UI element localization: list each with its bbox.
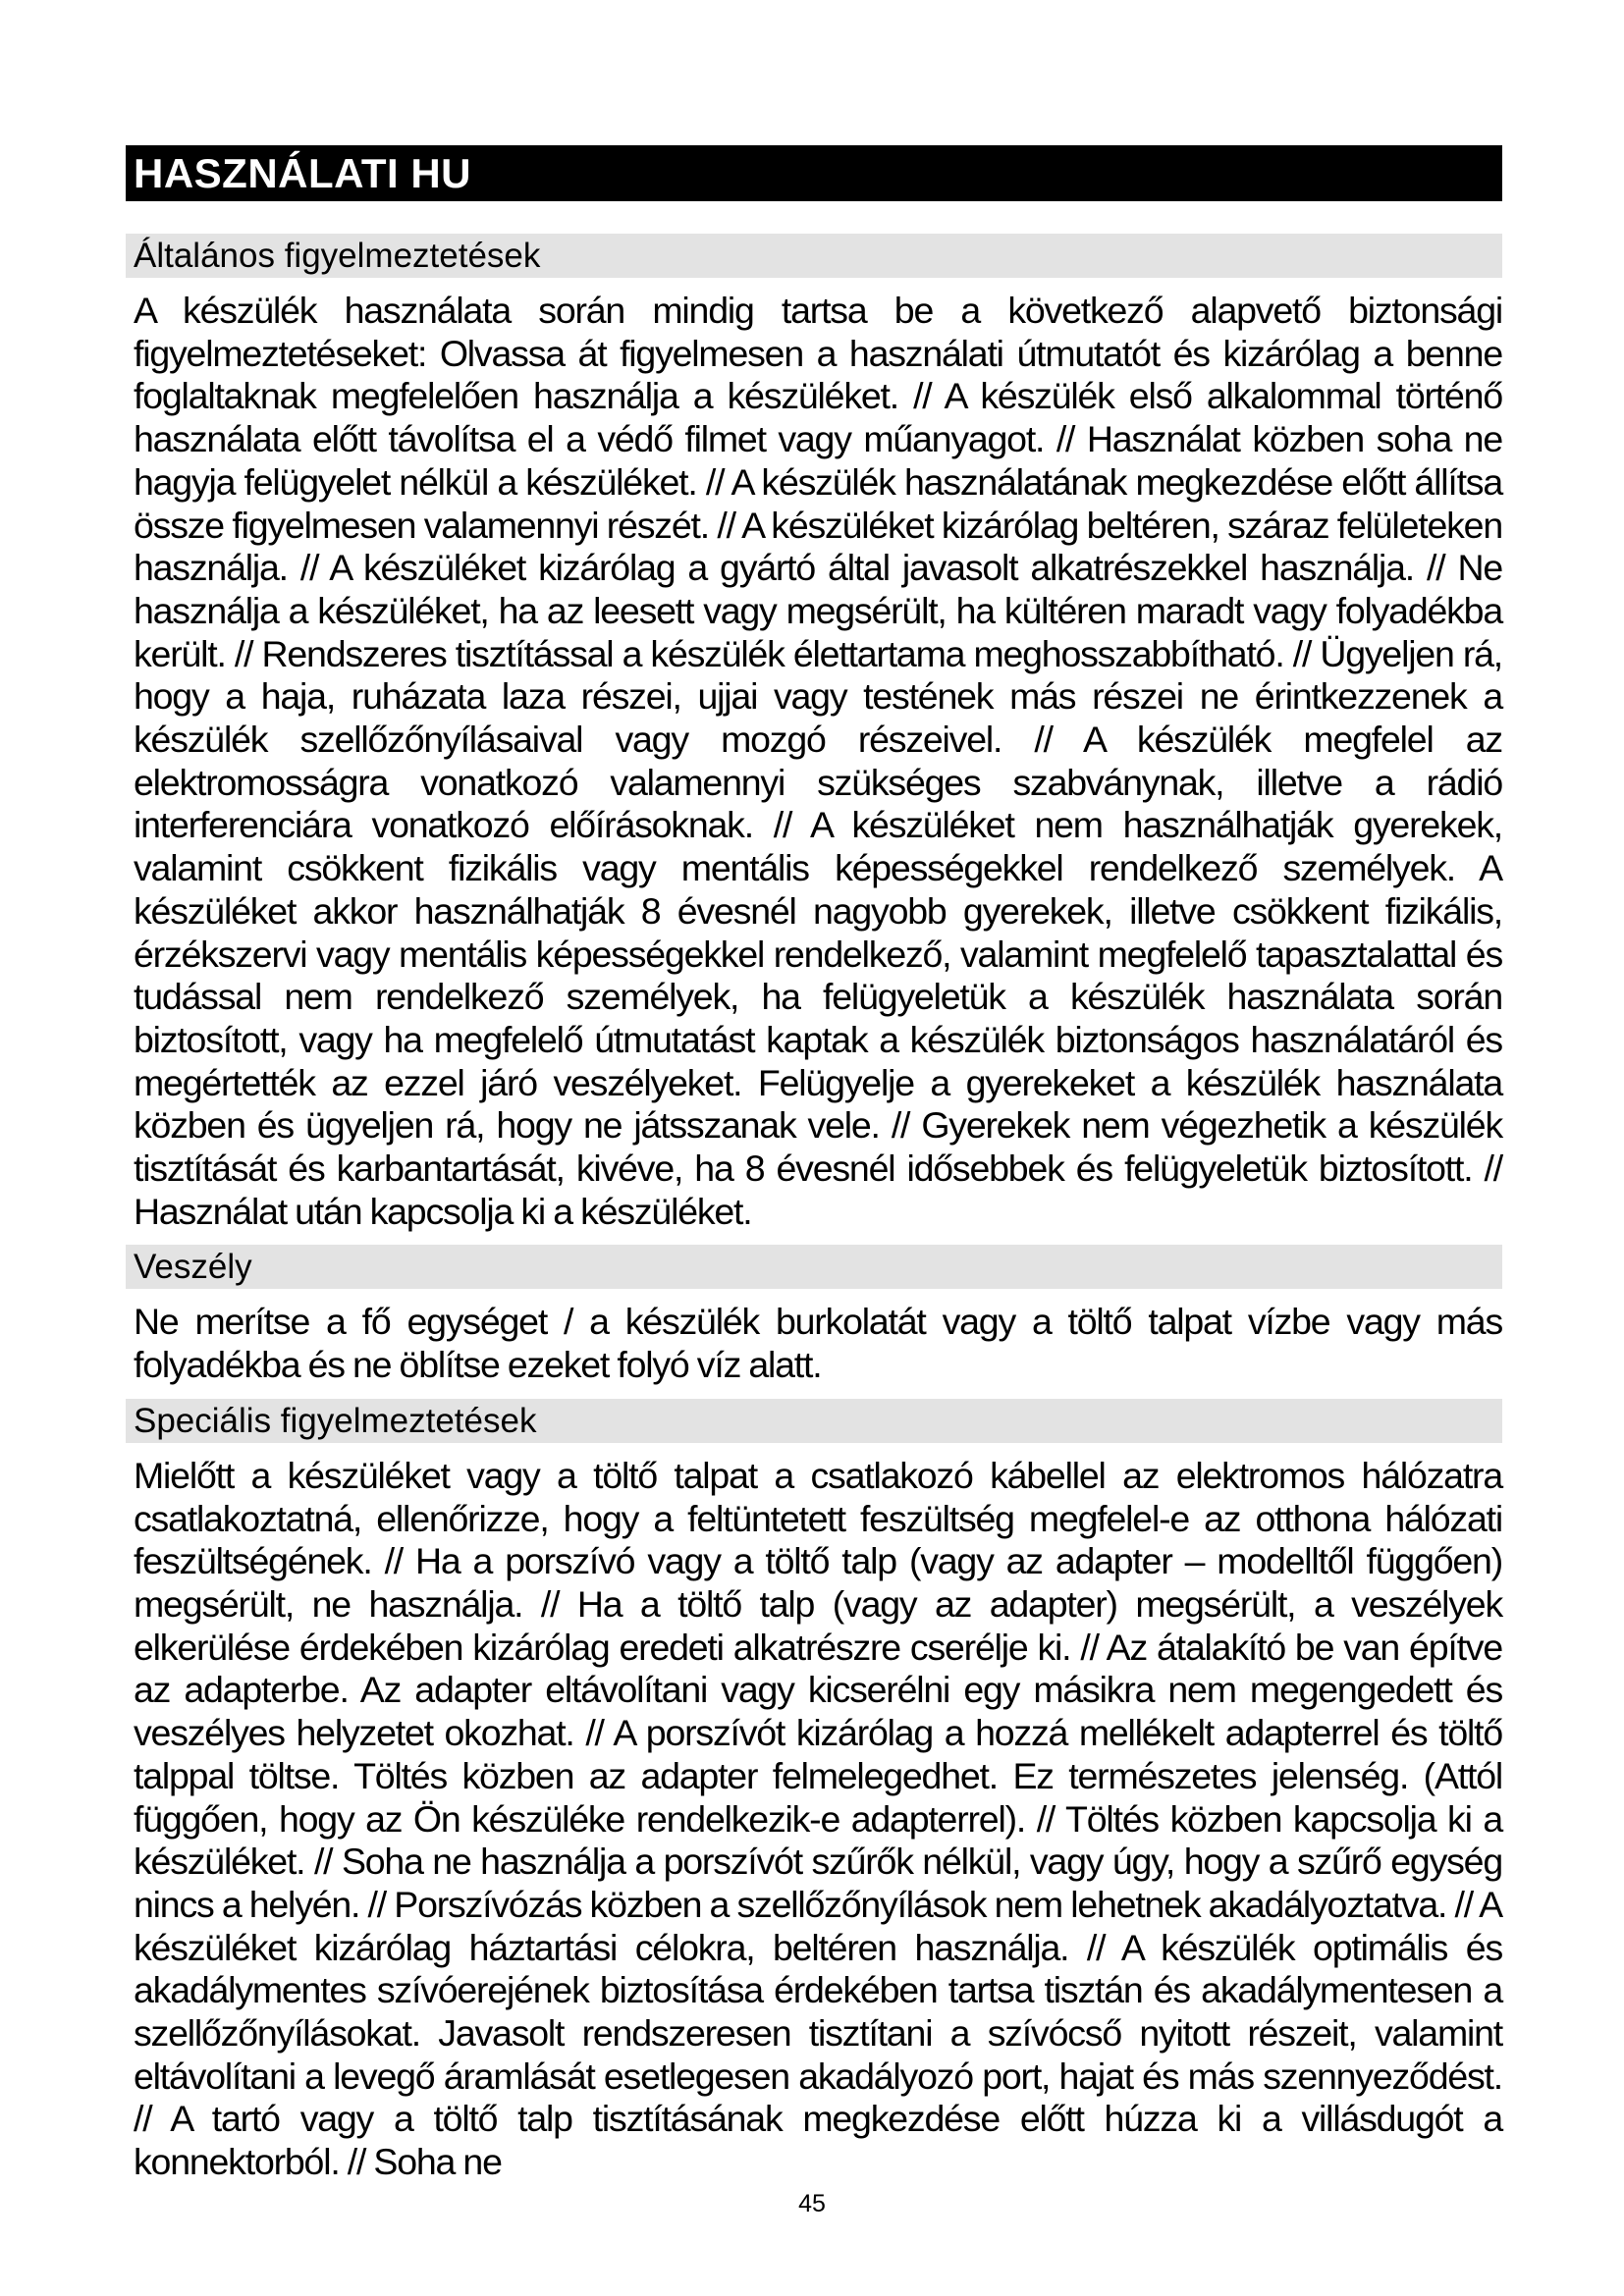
section-special-warnings <box>126 1399 1502 2184</box>
section-general-warnings <box>126 234 1502 1233</box>
section-danger <box>126 1245 1502 1386</box>
section-text: Ne merítse a fő egységet / a készülék burkolatát vagy a töltő talpat vízbe vagy más folyadékba és ne öblítse ezeket folyó víz alatt. <box>134 1301 1502 1386</box>
section-heading: Általános figyelmeztetések <box>126 234 1502 278</box>
section-text: Mielőtt a készüléket vagy a töltő talpat a csatlakozó kábellel az elektromos hálózatra csatlakoztatná, ellenőrizze, hogy a feltüntetett feszültség megfelel-e az otthona hálózati feszültségének. // Ha a porszívó vagy a töltő talp (vagy az adapter – modelltől függően) megsérült, ne használja. // Ha a töltő talp (vagy az adapter) megsérült, a veszélyek elkerülése érdekében kizárólag eredeti alkatrészre cserélje ki. // Az átalakító be van építve az adapterbe. Az adapter eltávolítani vagy kicserélni egy másikra nem megengedett és veszélyes helyzetet okozhat. // A porszívót kizárólag a hozzá mellékelt adapterrel és töltő talppal töltse. Töltés közben az adapter felmelegedhet. Ez természetes jelenség. (Attól függően, hogy az Ön készüléke rendelkezik-e adapterrel). // Töltés közben kapcsolja ki a készüléket. // Soha ne használja a porszívót szűrők nélkül, vagy úgy, hogy a szűrő egység nincs a helyén. // Porszívózás közben a szellőzőnyílások nem lehetnek akadályoztatva. // A készüléket kizárólag háztartási célokra, beltéren használja. // A készülék optimális és akadálymentes szívóerejének biztosítása érdekében tartsa tisztán és akadálymentesen a szellőzőnyílásokat. Javasolt rendszeresen tisztítani a szívócső nyitott részeit, valamint eltávolítani a levegő áramlását esetlegesen akadályozó port, hajat és más szennyeződést. // A tartó vagy a töltő talp tisztításának megkezdése előtt húzza ki a villásdugót a konnektorból. // Soha ne <box>134 1454 1502 2183</box>
section-text: A készülék használata során mindig tartsa be a következő alapvető biztonsági figyelmeztetéseket: Olvassa át figyelmesen a használati útmutatót és kizárólag a benne foglaltaknak megfelelően használja a készüléket. // A készülék első alkalommal történő használata előtt távolítsa el a védő filmet vagy műanyagot. // Használat közben soha ne hagyja felügyelet nélkül a készüléket. // A készülék használatának megkezdése előtt állítsa össze figyelmesen valamennyi részét. // A készüléket kizárólag beltéren, száraz felületeken használja. // A készüléket kizárólag a gyártó által javasolt alkatrészekkel használja. // Ne használja a készüléket, ha az leesett vagy megsérült, ha kültéren maradt vagy folyadékba került. // Rendszeres tisztítással a készülék élettartama meghosszabbítható. // Ügyeljen rá, hogy a haja, ruházata laza részei, ujjai vagy testének más részei ne érintkezzenek a készülék szellőzőnyílásaival vagy mozgó részeivel. // A készülék megfelel az elektromosságra vonatkozó valamennyi szükséges szabványnak, illetve a rádió interferenciára vonatkozó előírásoknak. // A készüléket nem használhatják gyerekek, valamint csökkent fizikális vagy mentális képességekkel rendelkező személyek. A készüléket akkor használhatják 8 évesnél nagyobb gyerekek, illetve csökkent fizikális, érzékszervi vagy mentális képességekkel rendelkező, valamint megfelelő tapasztalattal és tudással nem rendelkező személyek, ha felügyeletük a készülék használata során biztosított, vagy ha megfelelő útmutatást kaptak a készülék biztonságos használatáról és megértették az ezzel járó veszélyeket. Felügyelje a gyerekeket a készülék használata közben és ügyeljen rá, hogy ne játsszanak vele. // Gyerekek nem végezhetik a készülék tisztítását és karbantartását, kivéve, ha 8 évesnél idősebbek és felügyeletük biztosított. // Használat után kapcsolja ki a készüléket. <box>134 290 1502 1232</box>
section-heading: Speciális figyelmeztetések <box>126 1399 1502 1443</box>
page-title: HASZNÁLATI HU <box>126 145 1502 201</box>
document-page <box>126 145 1502 2184</box>
section-heading: Veszély <box>126 1245 1502 1289</box>
page-number: 45 <box>798 2190 826 2217</box>
